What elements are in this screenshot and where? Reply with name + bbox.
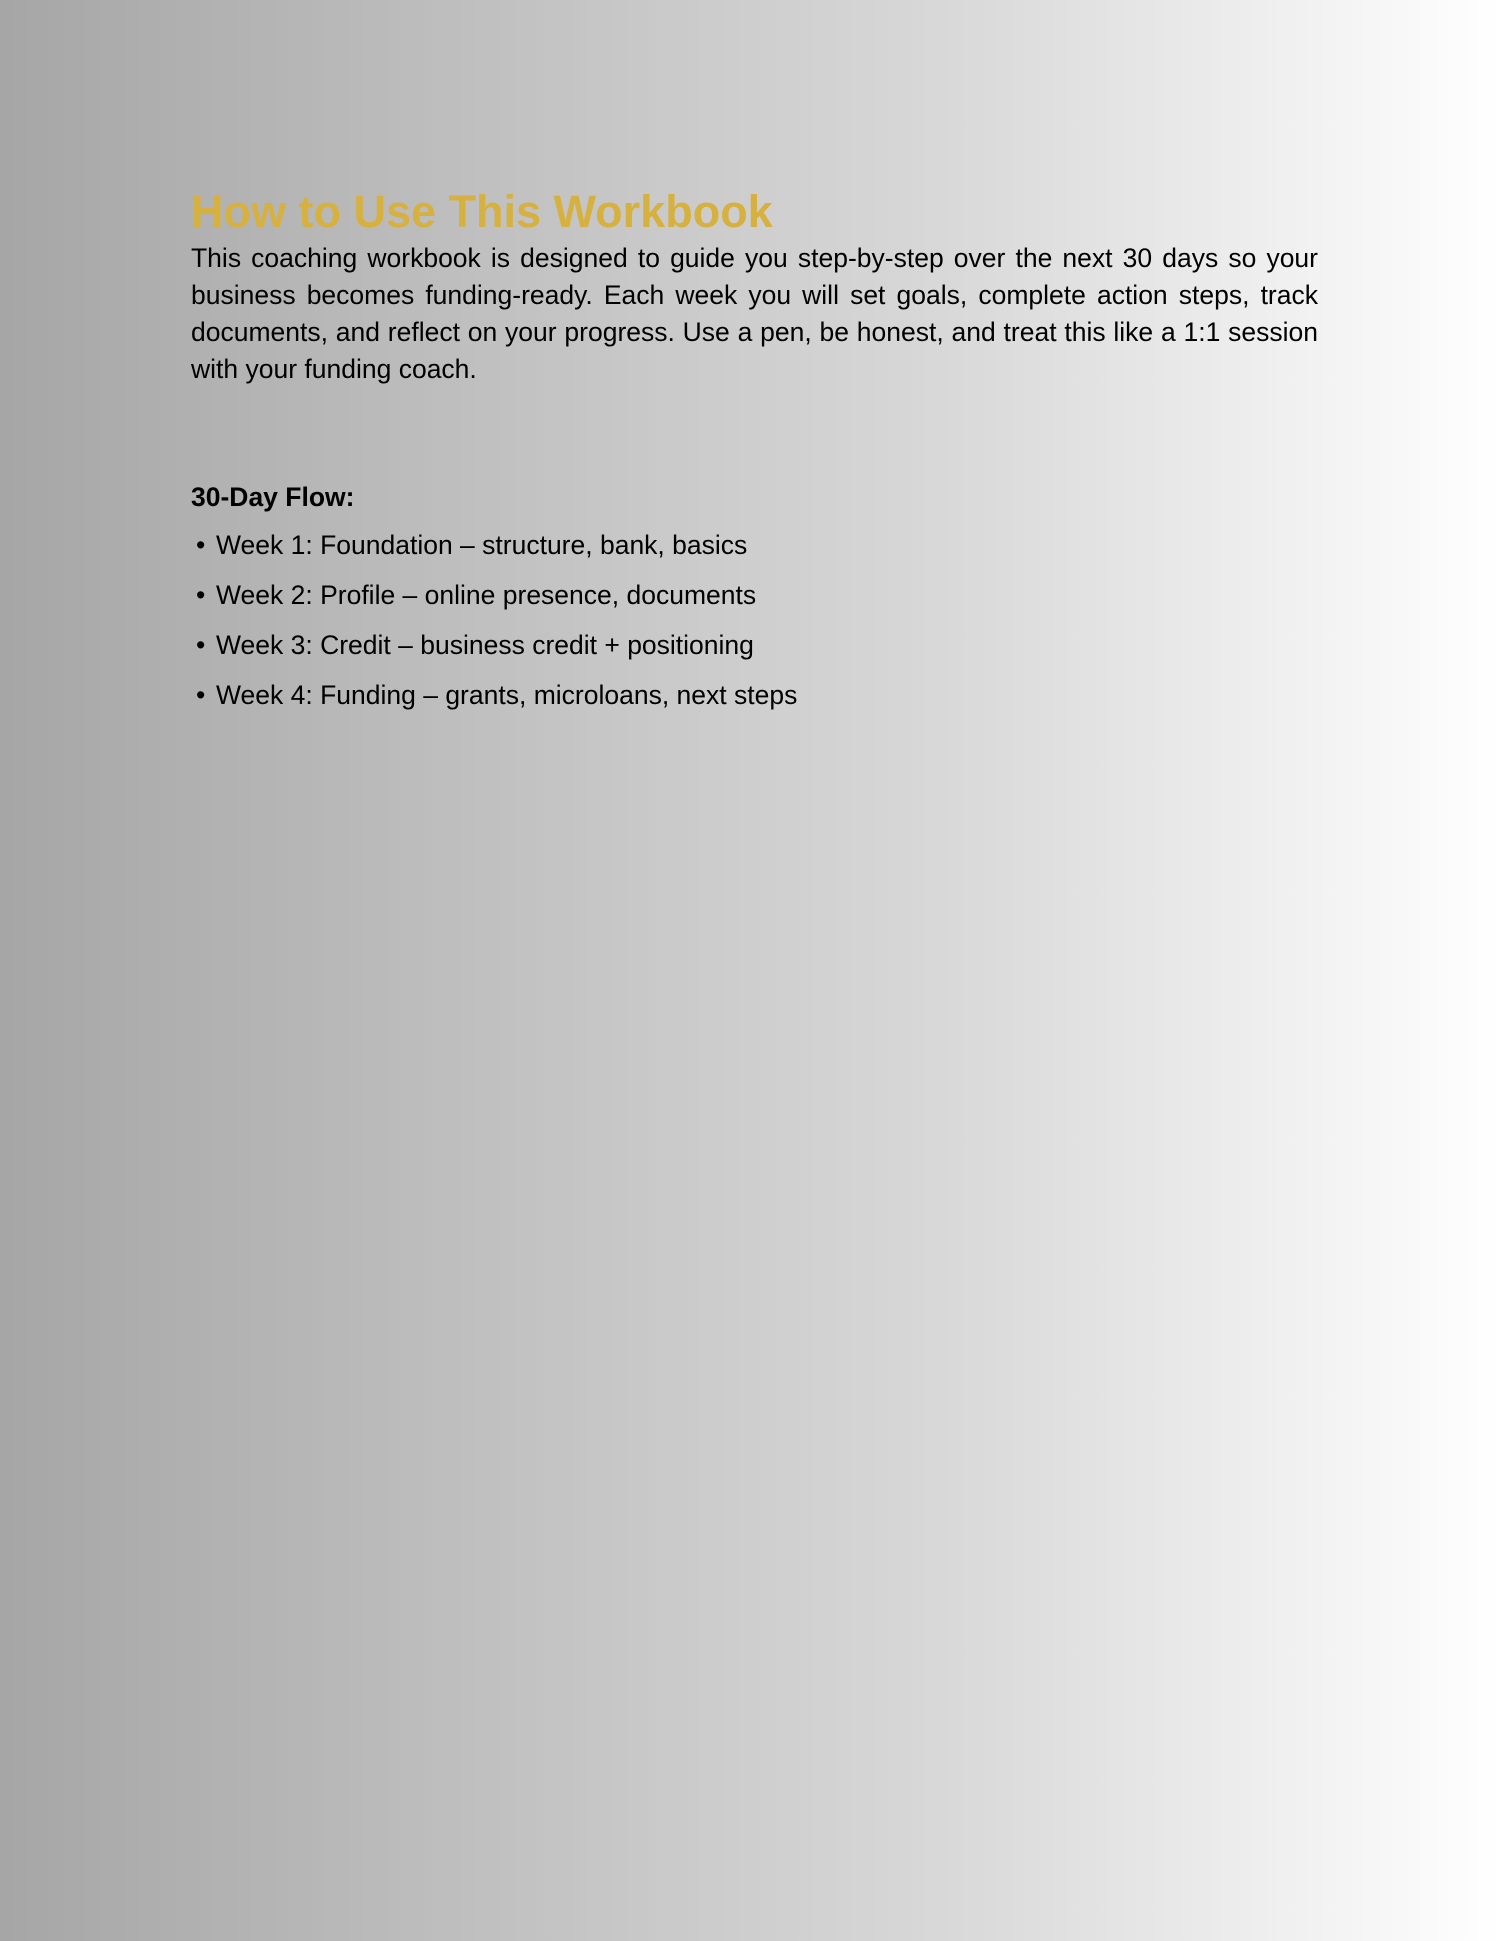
list-item [191,578,1318,612]
bullet-icon: • [196,630,206,660]
week-3-text: Week 3: Credit – business credit + positioning [216,630,754,660]
list-item [191,528,1318,562]
flow-heading: 30-Day Flow: [191,482,355,512]
bullet-icon: • [196,580,206,610]
intro-paragraph: This coaching workbook is designed to guide you step-by-step over the next 30 days so your business becomes funding-ready. Each week you will set goals, complete action steps, track documents, and reflect on your progress. Use a pen, be honest, and treat this like a 1:1 session with your funding coach. [191,243,1318,384]
list-item [191,628,1318,662]
bullet-icon: • [196,530,206,560]
page-content [191,186,1318,728]
week-4-text: Week 4: Funding – grants, microloans, next steps [216,680,798,710]
week-1-text: Week 1: Foundation – structure, bank, basics [216,530,748,560]
page-title: How to Use This Workbook [191,186,773,237]
week-2-text: Week 2: Profile – online presence, documents [216,580,757,610]
list-item [191,678,1318,712]
flow-list [191,528,1318,712]
bullet-icon: • [196,680,206,710]
